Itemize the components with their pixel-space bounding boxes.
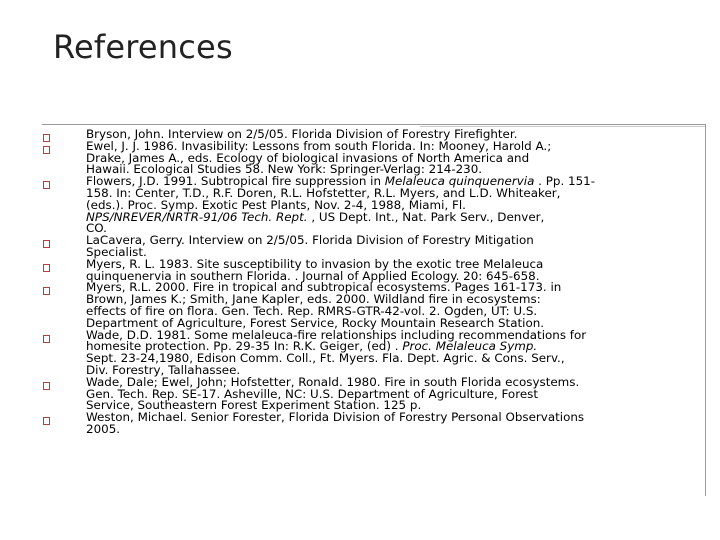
- reference-line: Department of Agriculture, Forest Service, Rocky Mountain Research Station.: [86, 315, 545, 330]
- reference-line: Ewel, J. J. 1986. Invasibility: Lessons from south Florida. In: Mooney, Harold A.;: [86, 138, 552, 153]
- reference-line: quinquenervia in southern Florida. . Journal of Applied Ecology. 20: 645-658.: [86, 268, 540, 283]
- list-item: [0, 282, 720, 329]
- reference-line: Bryson, John. Interview on 2/5/05. Florida Division of Forestry Firefighter.: [86, 127, 518, 141]
- reference-line: Div. Forestry, Tallahassee.: [86, 362, 241, 377]
- reference-line: Specialist.: [86, 244, 147, 259]
- page-title: References: [53, 28, 233, 66]
- reference-line: homesite protection. Pp. 29-35 In: R.K. Geiger, (ed) . Proc. Melaleuca Symp.: [86, 339, 538, 354]
- hollow-square-bullet-icon: [43, 240, 50, 248]
- list-item: [0, 374, 720, 413]
- reference-line: Brown, James K.; Smith, Jane Kapler, eds. 2000. Wildland fire in ecosystems:: [86, 292, 541, 307]
- list-item: [0, 256, 720, 283]
- reference-line: Service, Southeastern Forest Experiment Station. 125 p.: [86, 398, 422, 413]
- hollow-square-bullet-icon: [43, 417, 50, 425]
- hollow-square-bullet-icon: [43, 146, 50, 154]
- reference-line: Sept. 23-24,1980, Edison Comm. Coll., Ft. Myers. Fla. Dept. Agric. & Cons. Serv.,: [86, 351, 565, 366]
- reference-line: 2005.: [86, 421, 121, 436]
- hollow-square-bullet-icon: [43, 181, 50, 189]
- reference-line: LaCavera, Gerry. Interview on 2/5/05. Florida Division of Forestry Mitigation: [86, 233, 534, 248]
- hollow-square-bullet-icon: [43, 335, 50, 343]
- header-rule: [42, 124, 706, 125]
- list-item: [0, 412, 720, 436]
- reference-line: (eds.). Proc. Symp. Exotic Pest Plants, Nov. 2-4, 1988, Miami, Fl.: [86, 197, 466, 212]
- hollow-square-bullet-icon: [43, 382, 50, 390]
- reference-list: [0, 129, 720, 436]
- reference-line: Flowers, J.D. 1991. Subtropical fire suppression in Melaleuca quinquenervia . Pp. 151-: [86, 174, 595, 189]
- list-item: [0, 138, 720, 177]
- hollow-square-bullet-icon: [43, 264, 50, 272]
- reference-line: Weston, Michael. Senior Forester, Florida Division of Forestry Personal Observations: [86, 410, 585, 425]
- reference-line: NPS/NREVER/NRTR-91/06 Tech. Rept. , US Dept. Int., Nat. Park Serv., Denver,: [86, 209, 545, 224]
- reference-line: Drake, James A., eds. Ecology of biological invasions of North America and: [86, 150, 530, 165]
- reference-line: Myers, R.L. 2000. Fire in tropical and subtropical ecosystems. Pages 161-173. in: [86, 280, 562, 295]
- list-item: [0, 176, 720, 235]
- list-item: [0, 235, 720, 259]
- reference-line: Myers, R. L. 1983. Site susceptibility to invasion by the exotic tree Melaleuca: [86, 256, 544, 271]
- list-item: [0, 327, 720, 377]
- reference-line: CO.: [86, 221, 107, 236]
- reference-line: Hawaii. Ecological Studies 58. New York: Springer-Verlag: 214-230.: [86, 162, 483, 177]
- reference-line: Wade, D.D. 1981. Some melaleuca-fire relationships including recommendations for: [86, 327, 587, 342]
- reference-line: 158. In: Center, T.D., R.F. Doren, R.L. Hofstetter, R.L. Myers, and L.D. Whiteaker,: [86, 185, 561, 200]
- reference-line: Wade, Dale; Ewel, John; Hofstetter, Ronald. 1980. Fire in south Florida ecosystems.: [86, 374, 580, 389]
- reference-line: Gen. Tech. Rep. SE-17. Asheville, NC: U.S. Department of Agriculture, Forest: [86, 386, 538, 401]
- reference-line: effects of fire on flora. Gen. Tech. Rep. RMRS-GTR-42-vol. 2. Ogden, UT: U.S.: [86, 303, 538, 318]
- hollow-square-bullet-icon: [43, 287, 50, 295]
